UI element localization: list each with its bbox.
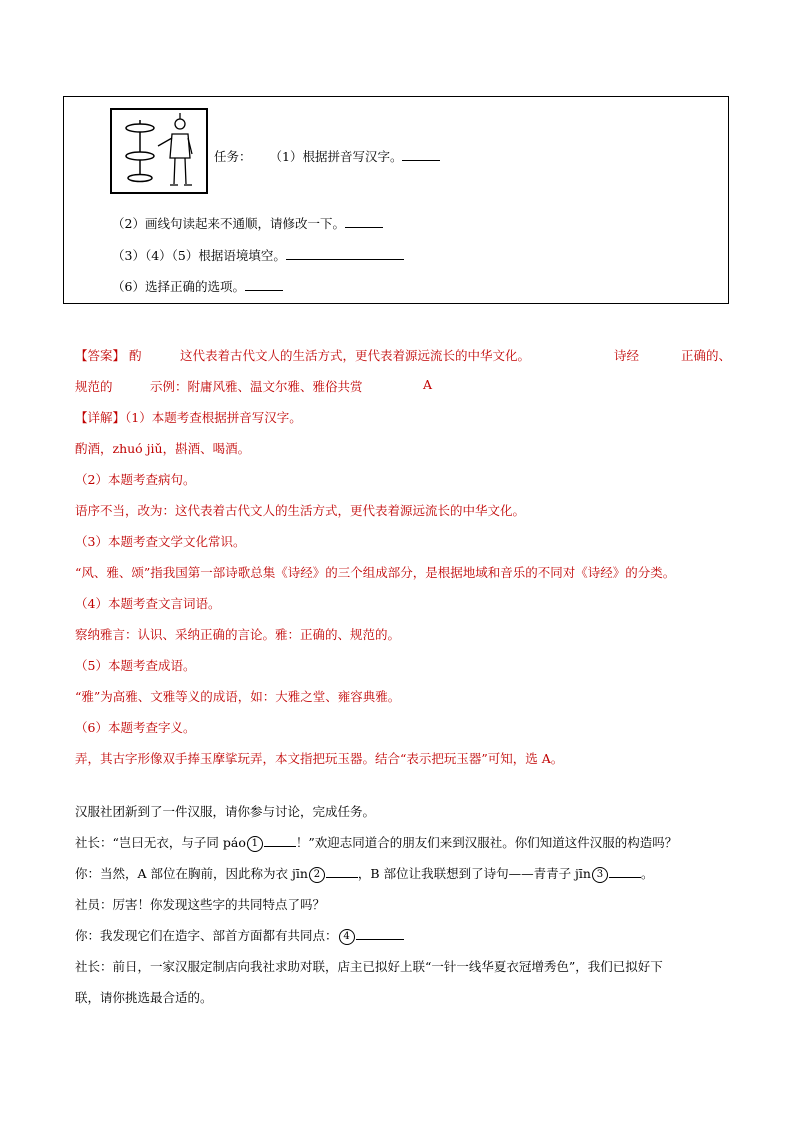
passage-l2b: ，B 部位让我联想到了诗句——青青子 jīn — [357, 866, 591, 881]
detail-line-4: （3）本题考查文学文化常识。 — [75, 534, 246, 549]
answer-label: 【答案】 — [75, 348, 126, 363]
detail-line-10: （6）本题考查字义。 — [75, 720, 196, 735]
answer-3: 诗经 — [614, 348, 640, 363]
passage-l2c: 。 — [640, 866, 654, 881]
task-line-3 — [112, 246, 404, 264]
answer-line-1 — [75, 346, 125, 364]
answer-1: 酌 — [129, 348, 142, 363]
blank-4[interactable] — [356, 938, 404, 940]
answer-6: A — [423, 377, 433, 392]
passage-line-4 — [75, 926, 404, 945]
passage-l2a: 你：当然，A 部位在胸前，因此称为衣 jīn — [75, 866, 308, 881]
task-line-2 — [112, 214, 383, 232]
task-line-1 — [214, 147, 440, 165]
detail-label: 【详解】 — [75, 410, 126, 425]
blank-marker-4: 4 — [339, 929, 355, 945]
passage-line-6: 联，请你挑选最合适的。 — [75, 990, 213, 1005]
answer-5: 示例：附庸风雅、温文尔雅、雅俗共赏 — [150, 379, 363, 394]
task-q1-blank[interactable] — [402, 159, 440, 161]
answer-2: 这代表着古代文人的生活方式，更代表着源远流长的中华文化。 — [180, 348, 531, 363]
blank-2[interactable] — [326, 876, 358, 878]
task-q6: （6）选择正确的选项。 — [112, 279, 245, 294]
figure-drawing-icon — [112, 110, 206, 192]
detail-line-8: （5）本题考查成语。 — [75, 658, 196, 673]
answer-4: 正确的、 — [681, 348, 732, 363]
passage-line-5: 社长：前日，一家汉服定制店向我社求助对联，店主已拟好上联“一针一线华夏衣冠增秀色”，我们已拟好下 — [75, 959, 663, 974]
blank-3[interactable] — [609, 876, 641, 878]
blank-marker-1: 1 — [247, 836, 263, 852]
passage-line-2 — [75, 864, 653, 883]
blank-marker-3: 3 — [592, 867, 608, 883]
detail-text: （1）本题考查根据拼音写汉字。 — [125, 410, 302, 425]
detail-line-0 — [75, 408, 302, 426]
task-q2-blank[interactable] — [345, 226, 383, 228]
passage-line-1 — [75, 833, 677, 852]
detail-line-5: “风、雅、颂”指我国第一部诗歌总集《诗经》的三个组成部分，是根据地域和音乐的不同对《诗经》的分类。 — [75, 565, 676, 580]
detail-line-7: 察纳雅言：认识、采纳正确的言论。雅：正确的、规范的。 — [75, 627, 401, 642]
task-q2: （2）画线句读起来不通顺，请修改一下。 — [112, 216, 345, 231]
passage-l1a: 社长：“岂曰无衣，与子同 páo — [75, 835, 246, 850]
task-q3-blank[interactable] — [286, 258, 404, 260]
detail-line-6: （4）本题考查文言词语。 — [75, 596, 221, 611]
detail-line-11: 弄，其古字形像双手捧玉摩挲玩弄，本文指把玩玉器。结合“表示把玩玉器”可知，选 A。 — [75, 751, 564, 766]
task-q1: （1）根据拼音写汉字。 — [269, 149, 403, 164]
task-q3: （3）（4）（5）根据语境填空。 — [112, 248, 286, 263]
detail-line-9: “雅”为高雅、文雅等义的成语，如：大雅之堂、雍容典雅。 — [75, 689, 401, 704]
passage-l4a: 你：我发现它们在造字、部首方面都有共同点： — [75, 928, 338, 943]
passage-l1b: ！”欢迎志同道合的朋友们来到汉服社。你们知道这件汉服的构造吗？ — [295, 835, 678, 850]
task-q6-blank[interactable] — [245, 289, 283, 291]
answer-4-cont: 规范的 — [75, 379, 113, 394]
figure-illustration — [110, 108, 208, 194]
detail-line-3: 语序不当，改为：这代表着古代文人的生活方式，更代表着源远流长的中华文化。 — [75, 503, 526, 518]
detail-line-2: （2）本题考查病句。 — [75, 472, 196, 487]
blank-1[interactable] — [264, 845, 296, 847]
task-line-4 — [112, 277, 283, 295]
task-label: 任务： — [214, 149, 252, 164]
detail-line-1: 酌酒，zhuó jiǔ，斟酒、喝酒。 — [75, 441, 251, 456]
blank-marker-2: 2 — [309, 867, 325, 883]
passage-line-3: 社员：厉害！你发现这些字的共同特点了吗？ — [75, 897, 326, 912]
passage-intro: 汉服社团新到了一件汉服，请你参与讨论，完成任务。 — [75, 804, 376, 819]
